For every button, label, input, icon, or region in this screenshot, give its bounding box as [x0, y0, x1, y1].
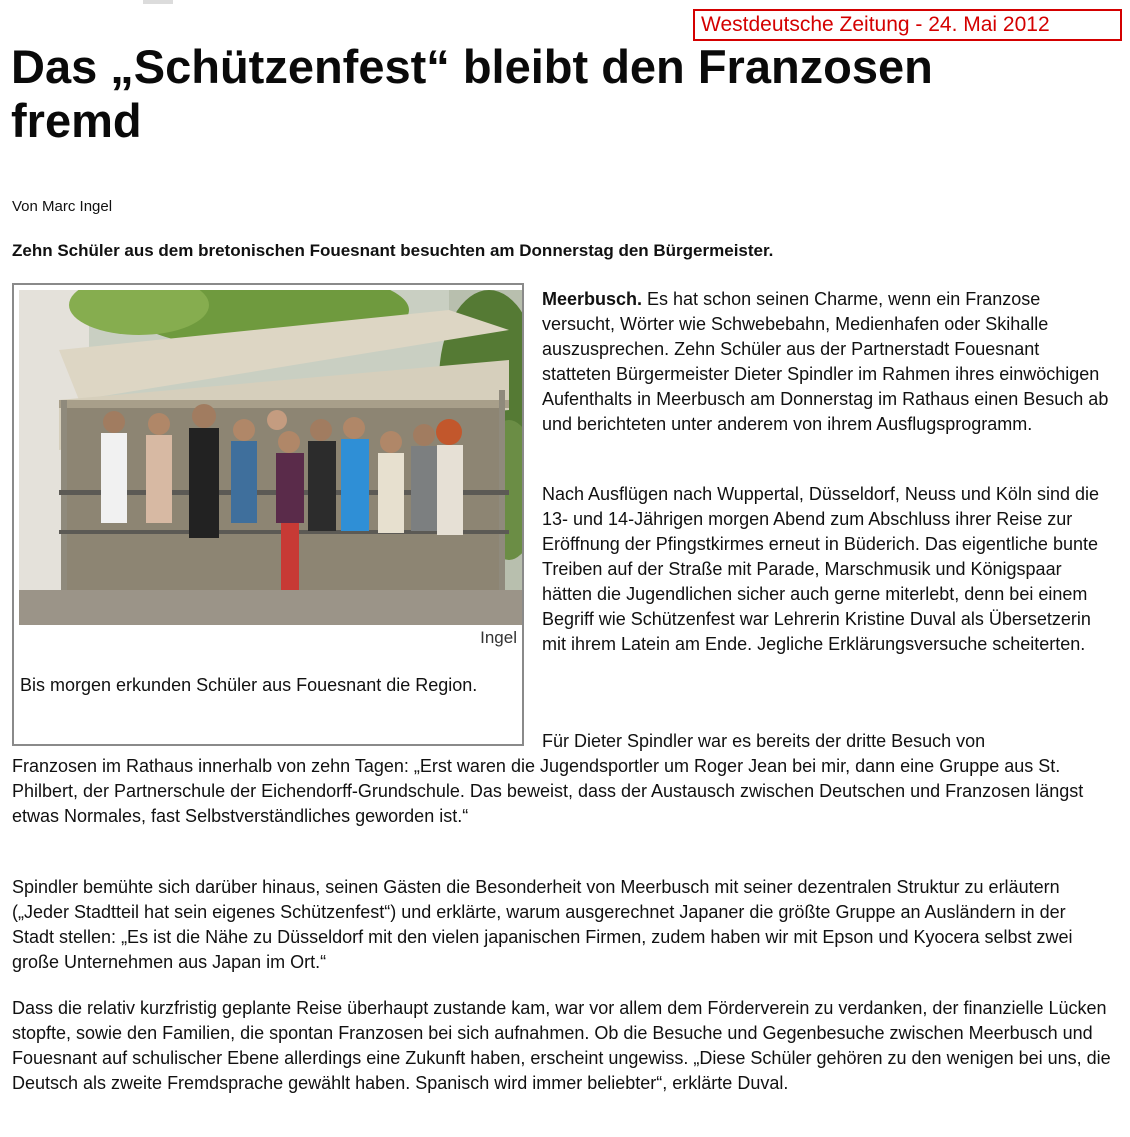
photo-caption: Bis morgen erkunden Schüler aus Fouesnant die Region.	[20, 675, 478, 695]
dateline: Meerbusch.	[542, 289, 643, 309]
article-paragraph-3-continued: Franzosen im Rathaus innerhalb von zehn Tagen: „Erst waren die Jugendsportler um Roger Jean bei mir, dann eine Gruppe aus St. Philbert, der Partnerschule der Eichendorff-Grundschule. Das beweist, dass der Austausch zwischen Deutschen und Franzosen längst etwas Normales, fast Selbstverständliches geworden ist.“	[12, 756, 1084, 826]
article-paragraph-5: Dass die relativ kurzfristig geplante Reise überhaupt zustande kam, war vor allem dem Förderverein zu verdanken, der finanzielle Lücken stopfte, sowie den Familien, die spontan Franzosen bei sich aufnahmen. Ob die Besuche und Gegenbesuche zwischen Meerbusch und Fouesnant auf schulischer Ebene allerdings eine Zukunft haben, erscheint ungewiss. „Diese Schüler gehören zu den wenigen bei uns, die Deutsch als zweite Fremdsprache gewählt haben. Spanisch wird immer beliebter“, erklärte Duval.	[12, 998, 1111, 1093]
paragraph-1-body: Es hat schon seinen Charme, wenn ein Franzose versucht, Wörter wie Schwebebahn, Medienhafen oder Skihalle auszusprechen. Zehn Schüler aus der Partnerstadt Fouesnant statteten Bürgermeister Dieter Spindler im Rahmen ihres einwöchigen Aufenthalts in Meerbusch am Donnerstag im Rathaus einen Besuch ab und berichteten unter anderem von ihrem Ausflugsprogramm.	[542, 289, 1109, 434]
article-paragraph-1	[542, 287, 1112, 437]
article-byline: Von Marc Ingel	[12, 198, 113, 215]
article-paragraph-2: Nach Ausflügen nach Wuppertal, Düsseldorf, Neuss und Köln sind die 13- und 14-Jährigen morgen Abend zum Abschluss ihrer Reise zur Eröffnung der Pfingstkirmes erneut in Büderich. Das eigentliche bunte Treiben auf der Straße mit Parade, Marschmusik und Königspaar hätten die Jugendlichen sicher auch gerne miterlebt, denn bei einem Begriff wie Schützenfest war Lehrerin Kristine Duval als Übersetzerin mit ihrem Latein am Ende. Jegliche Erklärungsversuche scheiterten.	[542, 484, 1099, 654]
group-photo	[19, 290, 522, 625]
photo-figure	[12, 283, 524, 746]
source-label: Westdeutsche Zeitung - 24. Mai 2012	[693, 9, 1122, 41]
article-headline: Das „Schützenfest“ bleibt den Franzosen fremd	[11, 40, 933, 147]
photo-credit: Ingel	[480, 628, 517, 647]
article-lead: Zehn Schüler aus dem bretonischen Fouesnant besuchten am Donnerstag den Bürgermeister.	[12, 241, 774, 260]
article-paragraph-3-start: Für Dieter Spindler war es bereits der dritte Besuch von	[542, 731, 986, 751]
article-paragraph-4: Spindler bemühte sich darüber hinaus, seinen Gästen die Besonderheit von Meerbusch mit seiner dezentralen Struktur zu erläutern („Jeder Stadtteil hat sein eigenes Schützenfest“) und erklärte, warum ausgerechnet Japaner die größte Gruppe an Ausländern in der Stadt stellen: „Es ist die Nähe zu Düsseldorf mit den vielen japanischen Firmen, zudem haben wir mit Epson und Kyocera selbst zwei große Unternehmen aus Japan im Ort.“	[12, 877, 1073, 972]
top-edge-artifact	[143, 0, 173, 4]
group-photo-illustration	[19, 290, 522, 625]
